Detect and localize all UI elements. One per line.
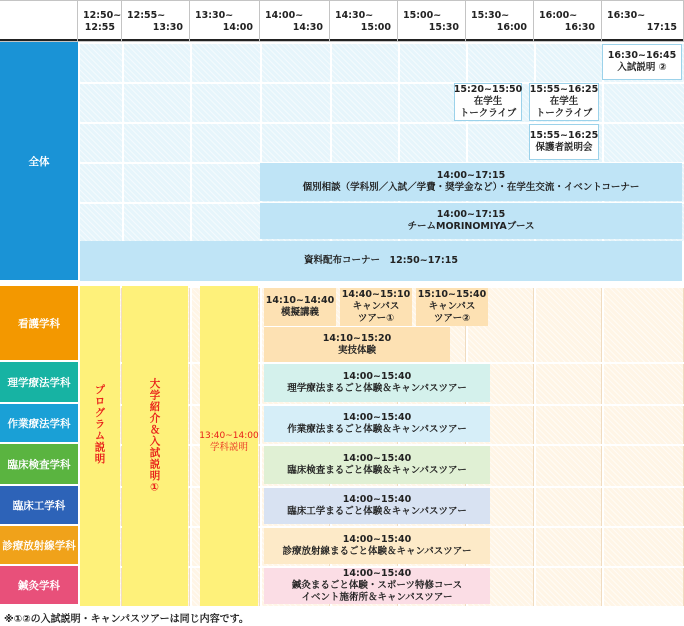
header-corner (0, 0, 78, 42)
dept-grid-cell (604, 364, 684, 404)
time-header-end: 12:55 (84, 22, 115, 33)
student-talk-live-1-time: 15:20~15:50 (453, 84, 523, 95)
dept-label-nursing-text: 看護学科 (18, 317, 60, 330)
dept-label-5 (0, 526, 78, 566)
dept-briefing-time: 13:40~14:00 (199, 431, 259, 441)
dept-experience-box-4 (264, 488, 490, 524)
nursing-campus-tour-1-line2: ツアー① (357, 313, 395, 324)
time-header-end: 14:00 (222, 22, 253, 33)
dept-experience-title: 鍼灸まるごと体験・スポーツ特修コース (291, 580, 463, 591)
overall-grid-cell (604, 124, 684, 162)
guardian-briefing-title: 保護者説明会 (535, 142, 593, 153)
time-header-start: 14:00~ (265, 10, 304, 21)
dept-grid-cell (536, 568, 602, 606)
guardian-briefing-time: 15:55~16:25 (529, 130, 599, 141)
dept-label-text: 鍼灸学科 (18, 579, 60, 592)
dept-experience-box-3 (264, 446, 490, 484)
dept-experience-box-6 (264, 568, 490, 604)
overall-grid-cell (262, 84, 330, 122)
dept-label-overall (0, 42, 78, 282)
nursing-campus-tour-2-line2: ツアー② (433, 313, 471, 324)
time-header-end: 16:30 (564, 22, 595, 33)
dept-label-text: 理学療法学科 (7, 376, 71, 389)
overall-grid-cell (332, 124, 398, 162)
university-intro-column (122, 286, 188, 606)
dept-experience-box-1 (264, 364, 490, 402)
nursing-campus-tour-2-time: 15:10~15:40 (417, 289, 487, 300)
overall-grid-cell (124, 204, 190, 241)
nursing-mock-lecture-time: 14:10~14:40 (265, 295, 335, 306)
dept-experience-title: 理学療法まるごと体験＆キャンパスツアー (287, 383, 467, 394)
dept-experience-time: 14:00~15:40 (342, 453, 412, 464)
dept-label-nursing (0, 286, 78, 362)
morinomiya-booth-time: 14:00~17:15 (436, 209, 506, 220)
dept-grid-cell (604, 488, 684, 526)
student-talk-live-2-line2: トークライブ (535, 108, 593, 119)
nursing-campus-tour-2 (416, 288, 488, 326)
overall-grid-cell (332, 44, 398, 82)
individual-consultation-time: 14:00~17:15 (436, 170, 506, 181)
individual-consultation-title: 個別相談（学科別／入試／学費・奨学金など）・在学生交流・イベントコーナー (302, 182, 640, 193)
time-header-end: 15:30 (428, 22, 459, 33)
overall-grid-cell (262, 44, 330, 82)
dept-experience-time: 14:00~15:40 (342, 534, 412, 545)
morinomiya-booth-title: チームMORINOMIYAブース (407, 221, 535, 232)
admission-briefing-2 (602, 44, 682, 80)
dept-grid-cell (604, 568, 684, 606)
time-header-end: 15:00 (360, 22, 391, 33)
time-header-start: 16:00~ (539, 10, 578, 21)
program-intro-text: プログラム説明 (93, 384, 106, 465)
dept-experience-time: 14:00~15:40 (342, 568, 412, 579)
time-header-1 (78, 0, 122, 42)
admission-briefing-2-time: 16:30~16:45 (607, 50, 677, 61)
dept-label-text: 診療放射線学科 (2, 539, 76, 552)
morinomiya-booth (260, 203, 682, 239)
overall-grid-cell (192, 84, 260, 122)
overall-grid-cell (80, 44, 122, 82)
nursing-campus-tour-2-line1: キャンパス (428, 301, 476, 312)
time-header-5 (330, 0, 398, 42)
dept-grid-cell (536, 488, 602, 526)
dept-experience-time: 14:00~15:40 (342, 412, 412, 423)
dept-label-overall-text: 全体 (28, 155, 50, 168)
university-intro-text: 大学紹介＆入試説明① (148, 378, 161, 495)
overall-grid-cell (332, 84, 398, 122)
overall-grid-cell (536, 44, 602, 82)
overall-grid-cell (80, 204, 122, 241)
nursing-practical-title: 実技体験 (337, 344, 376, 356)
overall-grid-cell (192, 124, 260, 162)
overall-grid-cell (124, 84, 190, 122)
dept-label-4 (0, 486, 78, 526)
dept-label-1 (0, 362, 78, 404)
student-talk-live-2-line1: 在学生 (549, 96, 579, 107)
time-header-start: 15:00~ (403, 10, 442, 21)
program-intro-column (80, 286, 120, 606)
student-talk-live-2-time: 15:55~16:25 (529, 84, 599, 95)
time-header-9 (602, 0, 684, 42)
dept-grid-cell (536, 364, 602, 404)
dept-label-6 (0, 566, 78, 606)
overall-grid-cell (400, 44, 466, 82)
dept-grid-cell (536, 446, 602, 486)
materials-corner-title: 資料配布コーナー 12:50~17:15 (304, 255, 458, 266)
overall-grid-cell (192, 44, 260, 82)
dept-grid-cell (604, 288, 684, 362)
overall-grid-cell (468, 124, 534, 162)
dept-experience-title: 作業療法まるごと体験＆キャンパスツアー (287, 424, 467, 435)
dept-experience-title: 臨床工学まるごと体験＆キャンパスツアー (287, 506, 467, 517)
guardian-briefing (529, 124, 599, 160)
dept-experience-time: 14:00~15:40 (342, 371, 412, 382)
nursing-campus-tour-1 (340, 288, 412, 326)
overall-grid-cell (192, 164, 260, 202)
nursing-campus-tour-1-time: 14:40~15:10 (341, 289, 411, 300)
overall-grid-cell (124, 44, 190, 82)
overall-grid-cell (80, 84, 122, 122)
dept-label-text: 作業療法学科 (7, 417, 71, 430)
dept-label-3 (0, 444, 78, 486)
overall-grid-cell (124, 164, 190, 202)
individual-consultation (260, 163, 682, 201)
dept-experience-title-2: イベント施術所＆キャンパスツアー (301, 592, 453, 603)
overall-grid-cell (400, 124, 466, 162)
time-header-4 (260, 0, 330, 42)
time-header-start: 14:30~ (335, 10, 374, 21)
dept-grid-cell (604, 446, 684, 486)
student-talk-live-1-line1: 在学生 (473, 96, 503, 107)
time-header-end: 16:00 (496, 22, 527, 33)
overall-grid-cell (468, 44, 534, 82)
time-header-start: 15:30~ (471, 10, 510, 21)
student-talk-live-1 (454, 83, 522, 121)
nursing-campus-tour-1-line1: キャンパス (352, 301, 400, 312)
overall-grid-cell (262, 124, 330, 162)
nursing-practical (264, 326, 450, 362)
time-header-3 (190, 0, 260, 42)
time-header-6 (398, 0, 466, 42)
time-header-start: 16:30~ (607, 10, 646, 21)
overall-grid-cell (124, 124, 190, 162)
dept-label-text: 臨床工学科 (12, 499, 66, 512)
overall-grid-cell (192, 204, 260, 241)
time-header-start: 13:30~ (195, 10, 234, 21)
dept-grid-cell (536, 528, 602, 566)
materials-corner (80, 241, 682, 281)
overall-grid-cell (80, 124, 122, 162)
admission-briefing-2-title: 入試説明 ② (617, 62, 667, 73)
time-header-end: 14:30 (292, 22, 323, 33)
overall-grid-cell (80, 164, 122, 202)
time-header-start: 12:50~ (83, 10, 122, 21)
student-talk-live-1-line2: トークライブ (459, 108, 517, 119)
time-header-7 (466, 0, 534, 42)
dept-briefing-title: 学科説明 (209, 442, 248, 453)
dept-grid-cell (536, 288, 602, 362)
dept-grid-cell (536, 406, 602, 444)
overall-grid-cell (604, 84, 684, 122)
time-header-end: 13:30 (152, 22, 183, 33)
footnote: ※①②の入試説明・キャンパスツアーは同じ内容です。 (4, 614, 249, 625)
nursing-mock-lecture-title: 模擬講義 (280, 307, 319, 318)
nursing-practical-time: 14:10~15:20 (322, 332, 392, 344)
dept-experience-time: 14:00~15:40 (342, 494, 412, 505)
dept-label-text: 臨床検査学科 (7, 458, 71, 471)
dept-label-2 (0, 404, 78, 444)
time-header-8 (534, 0, 602, 42)
dept-experience-title: 診療放射線まるごと体験＆キャンパスツアー (282, 546, 472, 557)
time-header-2 (122, 0, 190, 42)
time-header-end: 17:15 (646, 22, 677, 33)
dept-briefing-column (200, 286, 258, 606)
dept-grid-cell (604, 406, 684, 444)
nursing-mock-lecture (264, 288, 336, 326)
dept-experience-box-2 (264, 406, 490, 442)
dept-experience-box-5 (264, 528, 490, 564)
student-talk-live-2 (529, 83, 599, 121)
time-header-start: 12:55~ (127, 10, 166, 21)
dept-grid-cell (604, 528, 684, 566)
dept-experience-title: 臨床検査まるごと体験＆キャンパスツアー (287, 465, 467, 476)
